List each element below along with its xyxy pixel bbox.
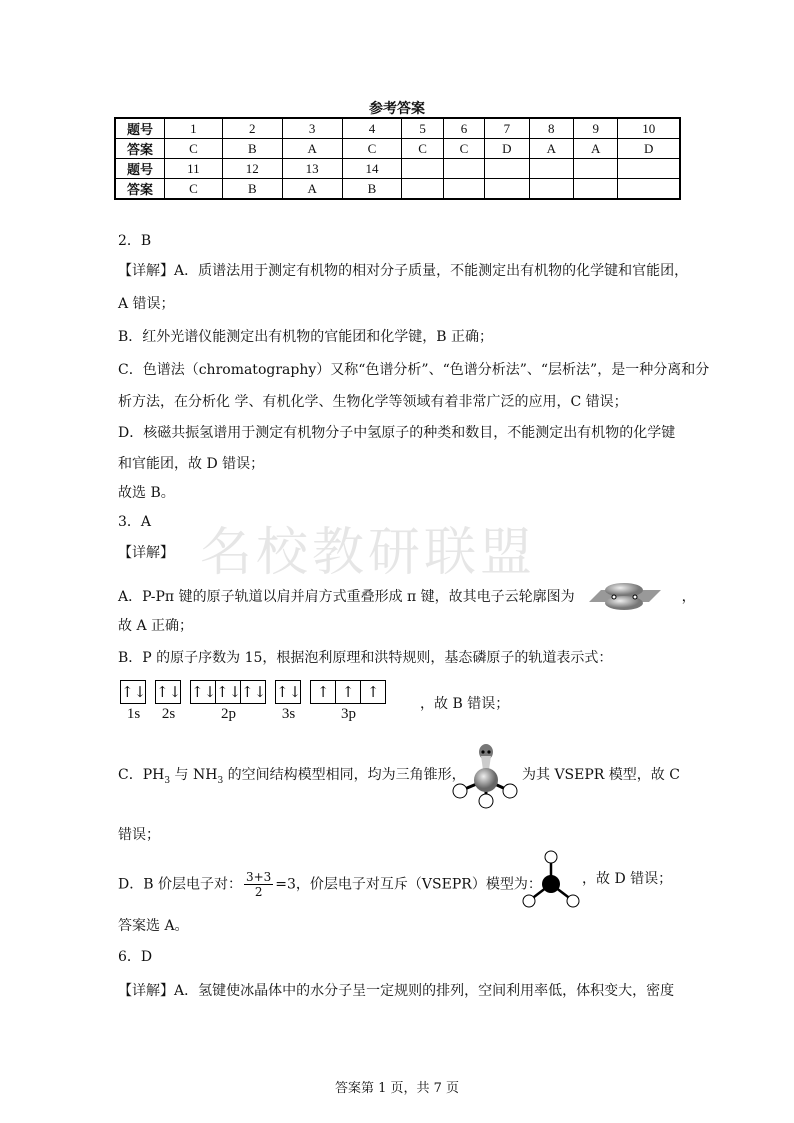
orbital-label: 2p bbox=[221, 706, 236, 722]
table-cell bbox=[485, 159, 529, 179]
q3-answer: 答案选 A。 bbox=[118, 918, 189, 934]
trigonal-planar-model-image bbox=[520, 848, 582, 910]
pi-bond-orbital-image bbox=[579, 582, 663, 612]
electron-arrows: ↑↓ bbox=[121, 683, 147, 701]
orbital-box bbox=[275, 680, 301, 704]
table-cell: B bbox=[342, 179, 402, 200]
orbital-box bbox=[310, 680, 386, 704]
q3-b-line: ，故 B 错误； bbox=[420, 696, 510, 712]
table-cell: B bbox=[222, 179, 282, 200]
orbital-box bbox=[120, 680, 146, 704]
row-header: 答案 bbox=[115, 139, 165, 159]
table-cell: A bbox=[282, 139, 342, 159]
table-cell bbox=[485, 179, 529, 200]
table-cell: 5 bbox=[402, 118, 443, 139]
table-cell: C bbox=[443, 139, 484, 159]
fraction: $\frac{3+3}{2}$ bbox=[245, 870, 272, 899]
q2-line: 和官能团，故 D 错误； bbox=[118, 456, 265, 472]
q2-line: D．核磁共振氢谱用于测定有机物分子中氢原子的种类和数目，不能测定出有机物的化学键 bbox=[118, 425, 676, 441]
q3-d-line: ，故 D 错误； bbox=[582, 871, 673, 887]
q2-line: 【详解】A．质谱法用于测定有机物的相对分子质量，不能测定出有机物的化学键和官能团， bbox=[118, 263, 689, 279]
table-cell bbox=[574, 159, 618, 179]
table-row bbox=[115, 139, 680, 159]
orbital-group bbox=[275, 680, 302, 722]
q2-line: 析方法，在分析化 学、有机化学、生物化学等领域有着非常广泛的应用，C 错误； bbox=[118, 394, 628, 410]
orbital-group bbox=[155, 680, 182, 722]
q2-line: B．红外光谱仪能测定出有机物的官能团和化学键，B 正确； bbox=[118, 329, 494, 345]
page-footer: 答案第 1 页，共 7 页 bbox=[334, 1081, 460, 1096]
table-row bbox=[115, 179, 680, 200]
table-cell: 8 bbox=[529, 118, 573, 139]
row-header: 题号 bbox=[115, 159, 165, 179]
electron-arrows: ↑ bbox=[366, 683, 380, 701]
table-cell: 9 bbox=[574, 118, 618, 139]
answer-table bbox=[114, 117, 681, 200]
q2-line: C．色谱法（chromatography）又称“色谱分析”、“色谱分析法”、“层析法”，是一种分离和分 bbox=[118, 362, 710, 378]
electron-arrows: ↑↓ bbox=[241, 683, 267, 701]
table-cell: 7 bbox=[485, 118, 529, 139]
table-cell bbox=[443, 159, 484, 179]
table-cell bbox=[618, 179, 680, 200]
watermark: 名校教研联盟 bbox=[200, 523, 537, 583]
q3-a-line: 故 A 正确； bbox=[118, 618, 194, 634]
q2-line: A 错误； bbox=[118, 296, 175, 312]
q3-detail: 【详解】 bbox=[118, 545, 174, 561]
table-cell: 11 bbox=[165, 159, 223, 179]
q3-number: 3．A bbox=[118, 514, 152, 530]
trigonal-pyramid-model-image bbox=[448, 740, 522, 810]
row-header: 答案 bbox=[115, 179, 165, 200]
q2-number: 2．B bbox=[118, 233, 152, 249]
orbital-label: 1s bbox=[126, 706, 141, 722]
page-title: 参考答案 bbox=[369, 101, 425, 117]
table-cell: 4 bbox=[342, 118, 402, 139]
orbital-box bbox=[190, 680, 266, 704]
table-cell bbox=[574, 179, 618, 200]
electron-arrows: ↑↓ bbox=[216, 683, 242, 701]
orbital-group bbox=[310, 680, 386, 722]
table-cell: 12 bbox=[222, 159, 282, 179]
orbital-group bbox=[190, 680, 267, 722]
q3-a-line: A．P-Pπ 键的原子轨道以肩并肩方式重叠形成 π 键，故其电子云轮廓图为 ， bbox=[118, 582, 696, 612]
q3-c-line: C．$PH_3$ 与 $NH_3$ 的空间结构模型相同，均为三角锥形， bbox=[118, 767, 466, 786]
table-cell: 13 bbox=[282, 159, 342, 179]
table-cell: D bbox=[485, 139, 529, 159]
q3-c-line: 错误； bbox=[118, 827, 160, 843]
q3-d-line: D．B 价层电子对： $\frac{3+3}{2} =3$，价层电子对互斥（VSEPR）模型为： bbox=[118, 870, 542, 899]
table-cell: B bbox=[222, 139, 282, 159]
table-cell: A bbox=[282, 179, 342, 200]
electron-arrows: ↑ bbox=[336, 681, 361, 703]
orbital-group bbox=[120, 680, 147, 722]
q6-number: 6．D bbox=[118, 949, 153, 965]
electron-arrows: ↑ bbox=[311, 681, 336, 703]
table-cell bbox=[443, 179, 484, 200]
table-cell bbox=[529, 159, 573, 179]
electron-arrows: ↑↓ bbox=[276, 683, 302, 701]
orbital-label: 2s bbox=[161, 706, 176, 722]
table-cell bbox=[529, 179, 573, 200]
table-cell: A bbox=[574, 139, 618, 159]
q2-line: 故选 B。 bbox=[118, 485, 175, 501]
table-cell bbox=[618, 159, 680, 179]
table-cell: 6 bbox=[443, 118, 484, 139]
table-cell: C bbox=[402, 139, 443, 159]
table-cell: 10 bbox=[618, 118, 680, 139]
electron-arrows: ↑↓ bbox=[191, 683, 217, 701]
table-cell: A bbox=[529, 139, 573, 159]
table-cell: C bbox=[342, 139, 402, 159]
table-cell bbox=[402, 159, 443, 179]
row-header: 题号 bbox=[115, 118, 165, 139]
q3-b-line: B．P 的原子序数为 15，根据泡利原理和洪特规则，基态磷原子的轨道表示式： bbox=[118, 650, 613, 666]
table-cell: 2 bbox=[222, 118, 282, 139]
table-cell: 1 bbox=[165, 118, 223, 139]
orbital-label: 3p bbox=[341, 706, 356, 722]
orbital-box bbox=[155, 680, 181, 704]
table-row bbox=[115, 159, 680, 179]
table-cell bbox=[402, 179, 443, 200]
table-cell: D bbox=[618, 139, 680, 159]
q3-c-line: 为其 VSEPR 模型，故 C bbox=[522, 767, 680, 783]
orbital-label: 3s bbox=[281, 706, 296, 722]
electron-arrows: ↑↓ bbox=[156, 683, 182, 701]
table-cell: C bbox=[165, 139, 223, 159]
table-cell: 14 bbox=[342, 159, 402, 179]
table-cell: 3 bbox=[282, 118, 342, 139]
table-cell: C bbox=[165, 179, 223, 200]
table-row bbox=[115, 118, 680, 139]
q6-line: 【详解】A．氢键使冰晶体中的水分子呈一定规则的排列，空间利用率低，体积变大，密度 bbox=[118, 983, 675, 999]
